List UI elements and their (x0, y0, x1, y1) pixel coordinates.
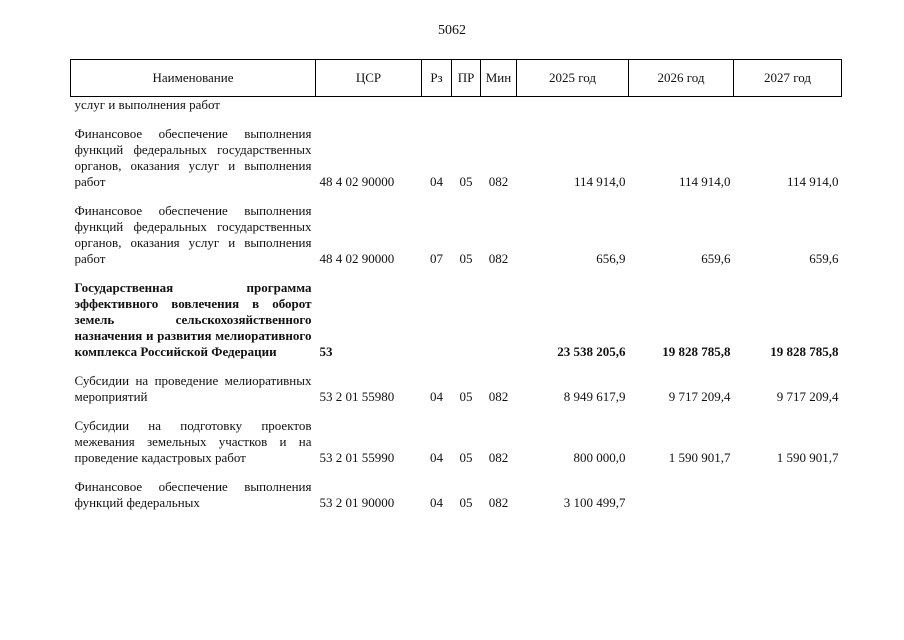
table-row (71, 97, 842, 114)
row-pr: 05 (459, 174, 473, 189)
row-csr: 53 2 01 55980 (319, 389, 395, 404)
row-2025: 800 000,0 (573, 450, 626, 465)
table-row (71, 267, 842, 360)
header-csr: ЦСР (316, 60, 422, 97)
table-row (71, 190, 842, 267)
row-rz (422, 97, 452, 114)
table-row (71, 466, 842, 511)
row-2026: 659,6 (701, 251, 731, 266)
row-2026: 9 717 209,4 (668, 389, 731, 404)
row-2025: 8 949 617,9 (563, 389, 626, 404)
row-2026 (629, 466, 734, 511)
row-csr: 53 2 01 55990 (319, 450, 395, 465)
row-2026 (629, 97, 734, 114)
row-2027: 659,6 (809, 251, 839, 266)
row-2027: 9 717 209,4 (776, 389, 839, 404)
row-pr: 05 (459, 495, 473, 510)
row-2025: 656,9 (596, 251, 626, 266)
header-2027: 2027 год (734, 60, 842, 97)
row-name: Финансовое обеспечение выполнения функций федеральных государственных органов, оказания услуг и выполнения работ (74, 126, 312, 189)
header-name: Наименование (71, 60, 316, 97)
budget-table (70, 59, 842, 511)
row-2027: 19 828 785,8 (770, 344, 839, 359)
row-rz: 07 (430, 251, 443, 266)
row-2025: 23 538 205,6 (557, 344, 626, 359)
row-min (481, 97, 517, 114)
row-csr: 48 4 02 90000 (319, 174, 395, 189)
row-csr: 53 (319, 344, 333, 359)
page-number: 5062 (438, 23, 466, 38)
row-2026: 1 590 901,7 (668, 450, 731, 465)
row-csr: 48 4 02 90000 (319, 251, 395, 266)
header-2026: 2026 год (629, 60, 734, 97)
row-name: Государственная программа эффективного вовлечения в оборот земель сельскохозяйственного назначения и развития мелиоративного комплекса Российской Федерации (74, 280, 312, 359)
row-2027 (734, 97, 842, 114)
row-min: 082 (488, 251, 509, 266)
row-rz (422, 267, 452, 360)
header-min: Мин (481, 60, 517, 97)
row-pr: 05 (459, 450, 473, 465)
header-rz: Рз (422, 60, 452, 97)
table-row (71, 113, 842, 190)
row-name: услуг и выполнения работ (74, 97, 220, 112)
row-min: 082 (488, 389, 509, 404)
row-min: 082 (488, 495, 509, 510)
table-row (71, 360, 842, 405)
row-2025: 3 100 499,7 (563, 495, 626, 510)
row-pr (452, 97, 481, 114)
row-rz: 04 (430, 389, 443, 404)
row-rz: 04 (430, 495, 443, 510)
row-2027: 1 590 901,7 (776, 450, 839, 465)
row-name: Финансовое обеспечение выполнения функций федеральных (74, 479, 312, 510)
row-2025: 114 914,0 (573, 174, 626, 189)
row-min: 082 (488, 174, 509, 189)
row-rz: 04 (430, 450, 443, 465)
row-2027 (734, 466, 842, 511)
table-header-row (71, 60, 842, 97)
row-pr: 05 (459, 251, 473, 266)
header-2025: 2025 год (517, 60, 629, 97)
row-min (481, 267, 517, 360)
row-csr: 53 2 01 90000 (319, 495, 395, 510)
row-rz: 04 (430, 174, 443, 189)
row-2027: 114 914,0 (786, 174, 839, 189)
row-2026: 19 828 785,8 (662, 344, 731, 359)
row-2025 (517, 97, 629, 114)
row-min: 082 (488, 450, 509, 465)
header-pr: ПР (452, 60, 481, 97)
row-name: Субсидии на проведение мелиоративных мероприятий (74, 373, 312, 404)
row-name: Финансовое обеспечение выполнения функций федеральных государственных органов, оказания услуг и выполнения работ (74, 203, 312, 266)
row-name: Субсидии на подготовку проектов межевания земельных участков и на проведение кадастровых работ (74, 418, 312, 465)
row-pr: 05 (459, 389, 473, 404)
row-2026: 114 914,0 (678, 174, 731, 189)
row-csr (316, 97, 422, 114)
row-pr (452, 267, 481, 360)
table-row (71, 405, 842, 466)
